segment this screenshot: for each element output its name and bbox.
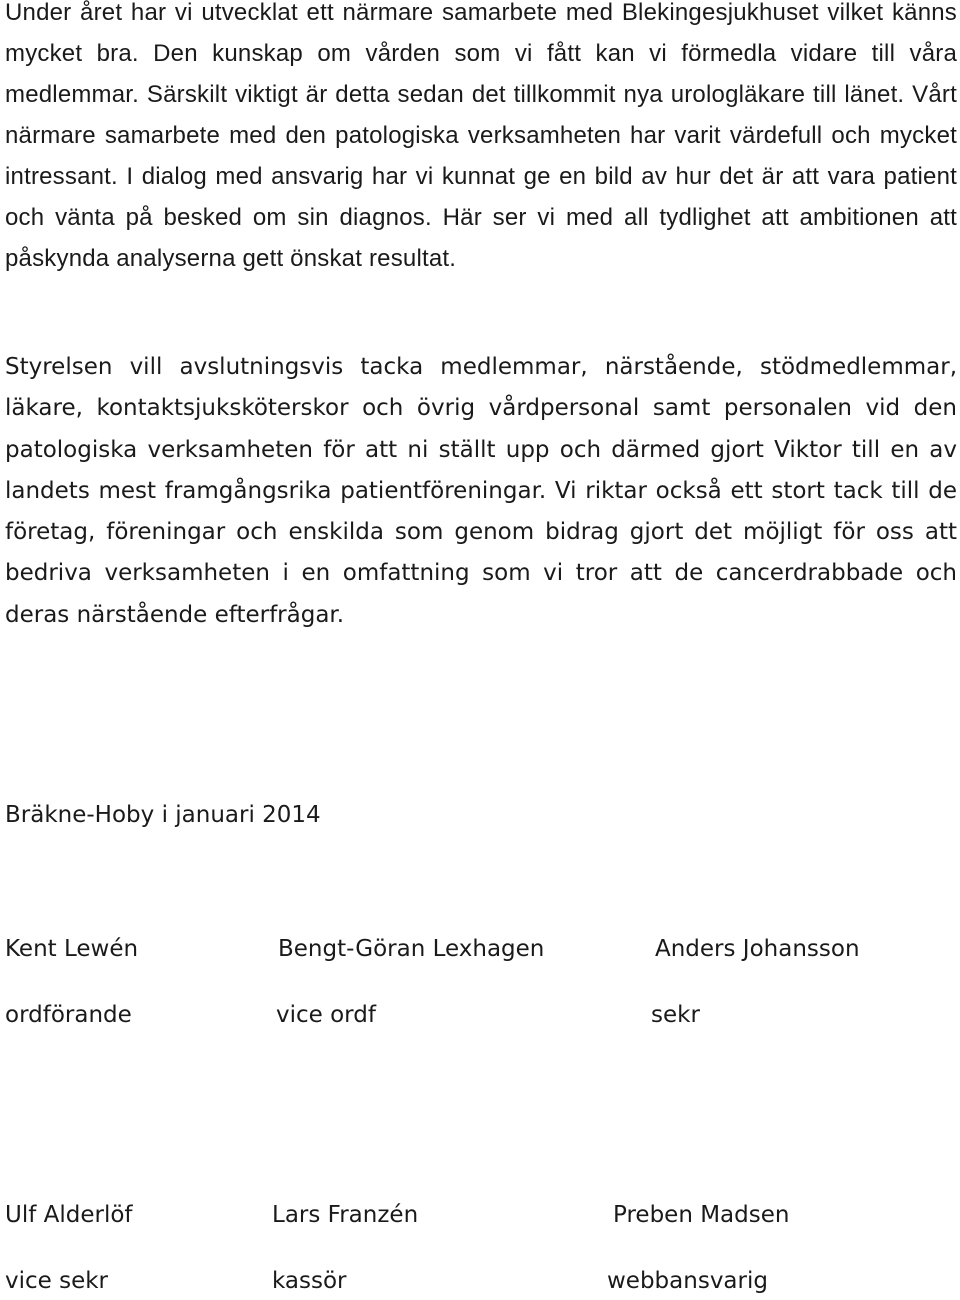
paragraph-thanks: Styrelsen vill avslutningsvis tacka medlemmar, närstående, stödmedlemmar, läkare, kontaktsjuksköterskor och övrig vårdpersonal samt personalen vid den patologiska verksamheten för att ni ställt upp och därmed gjort Viktor till en av landets mest framgångsrika patientföreningar. Vi riktar också ett stort tack till de företag, föreningar och enskilda som genom bidrag gjort det möjligt för oss att bedriva verksamheten i en omfattning som vi tror att de cancerdrabbade och deras närstående efterfrågar. [5,354,957,628]
signatory-name: Ulf Alderlöf [5,1202,133,1228]
signatory-name: Kent Lewén [5,936,139,962]
signatory-role: vice ordf [276,1002,376,1028]
signatory-name: Anders Johansson [655,936,860,962]
signatory-name: Bengt-Göran Lexhagen [278,936,545,962]
signatory-role: webbansvarig [607,1268,768,1294]
signatory-role: vice sekr [5,1268,109,1294]
signatory-role: ordförande [5,1002,132,1028]
signatory-name: Preben Madsen [613,1202,790,1228]
signatory-role: sekr [651,1002,700,1028]
signatory-name: Lars Franzén [272,1202,419,1228]
paragraph-collaboration: Under året har vi utvecklat ett närmare samarbete med Blekingesjukhuset vilket känns mycket bra. Den kunskap om vården som vi fått kan vi förmedla vidare till våra medlemmar. Särskilt viktigt är detta sedan det tillkommit nya urologläkare till länet. Vårt närmare samarbete med den patologiska verksamheten har varit värdefull och mycket intressant. I dialog med ansvarig har vi kunnat ge en bild av hur det är att vara patient och vänta på besked om sin diagnos. Här ser vi med all tydlighet att ambitionen att påskynda analyserna gett önskat resultat. [5,0,957,272]
place-date: Bräkne-Hoby i januari 2014 [5,802,321,828]
signatory-role: kassör [272,1268,347,1294]
